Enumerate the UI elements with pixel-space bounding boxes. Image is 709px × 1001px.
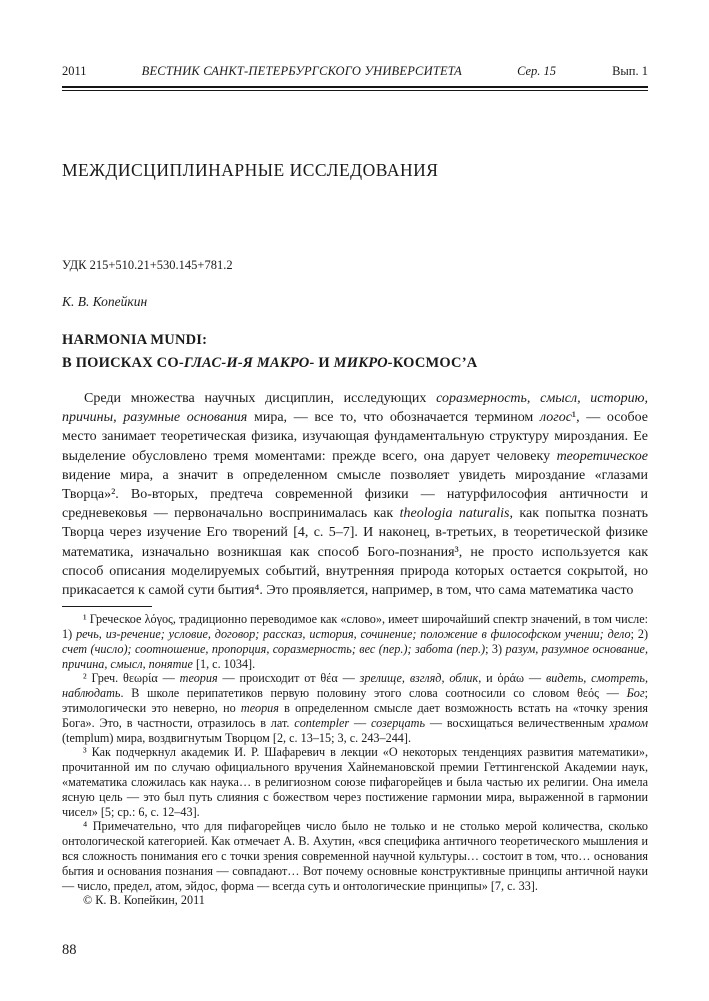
footnote-3: ³ Как подчеркнул академик И. Р. Шафаревич в лекции «О некоторых тенденциях развития математики», прочитанной им по случаю официального вручения Хайнемановской премии Геттингенской Академии наук, «математика сложилась как наука… в религиозном союзе пифагорейцев и была частью их религии. Она имела ясную цель — это был путь слияния с божеством через постижение гармонии мира, выраженной в гармонии чисел» [5; ср.: 6, с. 12–43]. (62, 745, 648, 819)
article-title (62, 329, 648, 375)
article-title-line2: В ПОИСКАХ СО-ГЛАС-И-Я МАКРО- И МИКРО-КОСМОС’А (62, 355, 478, 371)
page-number: 88 (62, 942, 77, 958)
journal-year: 2011 (62, 64, 87, 78)
journal-title: ВЕСТНИК САНКТ-ПЕТЕРБУРГСКОГО УНИВЕРСИТЕТА (141, 64, 463, 78)
page-header (62, 64, 648, 79)
footnote-1: ¹ Греческое λόγος, традиционно переводимое как «слово», имеет широчайший спектр значений, в том числе: 1) речь, из-речение; условие, договор; рассказ, история, сочинение; положение в философском учении; дело; 2) счет (число); соотношение, пропорция, соразмерность; вес (пер.); забота (пер.); 3) разум, разумное основание, причина, смысл, понятие [1, с. 1034]. (62, 612, 649, 671)
copyright-notice: © К. В. Копейкин, 2011 (83, 893, 205, 908)
author-name: К. В. Копейкин (62, 294, 148, 309)
journal-series: Сер. 15 (517, 64, 557, 78)
article-title-line1: HARMONIA MUNDI: (62, 332, 208, 348)
footnote-4: ⁴ Примечательно, что для пифагорейцев число было не только и не столько мерой количества, сколько онтологической категорией. Как отмечает А. В. Ахутин, «вся специфика античного теоретического мышления и вся сложность понимания его с точки зрения современной научной культуры… состоит в том, что… основания бытия и основания познания — совпадают… Вот почему основные конструктивные принципы античной науки — число, предел, атом, эйдос, форма — всегда суть и онтологические принципы» [7, с. 33]. (62, 819, 648, 893)
header-rule (62, 86, 648, 91)
footnote-separator (62, 606, 152, 607)
footnotes (62, 612, 648, 908)
journal-issue: Вып. 1 (612, 64, 648, 78)
section-heading: МЕЖДИСЦИПЛИНАРНЫЕ ИССЛЕДОВАНИЯ (62, 160, 439, 180)
footnote-2: ² Греч. θεωρία — теория — происходит от θέα — зрелище, взгляд, облик, и ὁράω — видеть, смотреть, наблюдать. В школе перипатетиков первую половину этого слова соотносили со словом θεός — Бог; этимологически это неверно, но теория в определенном смысле дает возможность встать на «точку зрения Бога». Это, в частности, отразилось в лат. contempler — созерцать — восхищаться величественным храмом (templum) мира, воздвигнутым Творцом [2, с. 13–15; 3, с. 243–244]. (62, 671, 649, 745)
body-paragraph: Среди множества научных дисциплин, исследующих соразмерность, смысл, историю, причины, разумные основания мира, — все то, что обозначается термином логос¹, — особое место занимает теоретическая физика, изучающая фундаментальную структуру мироздания. Ее выделение обусловлено тремя моментами: прежде всего, она дарует человеку теоретическое видение мира, а значит в определенном смысле позволяет увидеть мироздание «глазами Творца»². Во-вторых, предтеча современной физики — натурфилософия античности и средневековья — первоначально воспринималась как theologia naturalis, как попытка познать Творца через изучение Его творений [4, с. 5–7]. И наконец, в-третьих, в теоретической физике математика, изначально возникшая как способ Бого-познания³, не просто используется как способ описания моделируемых событий, внутренняя природа которых остается сокрытой, но прикасается к самой сути бытия⁴. Это проявляется, например, в том, что сама математика часто (62, 391, 649, 599)
udc-code: УДК 215+510.21+530.145+781.2 (62, 258, 233, 272)
